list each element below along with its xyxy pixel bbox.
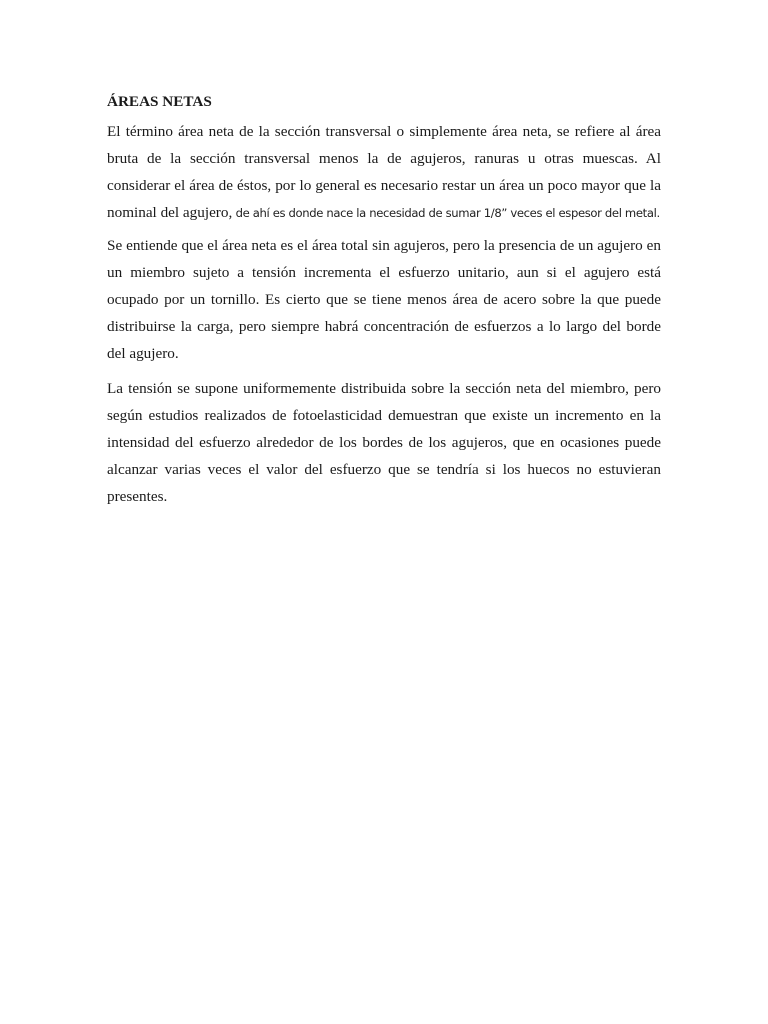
paragraph-3: La tensión se supone uniformemente distribuida sobre la sección neta del miembro, pero según estudios realizados de fotoelasticidad demuestran que existe un incremento en la intensidad del esfuerzo alrededor de los bordes de los agujeros, que en ocasiones puede alcanzar varias veces el valor del esfuerzo que se tendría si los huecos no estuvieran presentes. [107,380,661,505]
paragraph-1-tail: de ahí es donde nace la necesidad de sumar 1/8” veces el espesor del metal. [232,206,660,220]
paragraph-1-text: El término área neta de la sección transversal o simplemente área neta, se refiere al área bruta de la sección transversal menos la de agujeros, ranuras u otras muescas. Al considerar el área de éstos, por lo general es necesario restar un área un poco mayor que la nominal del agujero, [107,123,661,221]
paragraph-1 [107,118,661,227]
paragraph-2: Se entiende que el área neta es el área total sin agujeros, pero la presencia de un agujero en un miembro sujeto a tensión incrementa el esfuerzo unitario, aun si el agujero está ocupado por un tornillo. Es cierto que se tiene menos área de acero sobre la que puede distribuirse la carga, pero siempre habrá concentración de esfuerzos a lo largo del borde del agujero. [107,237,661,362]
section-heading: ÁREAS NETAS [107,93,212,110]
document-body [107,92,661,510]
